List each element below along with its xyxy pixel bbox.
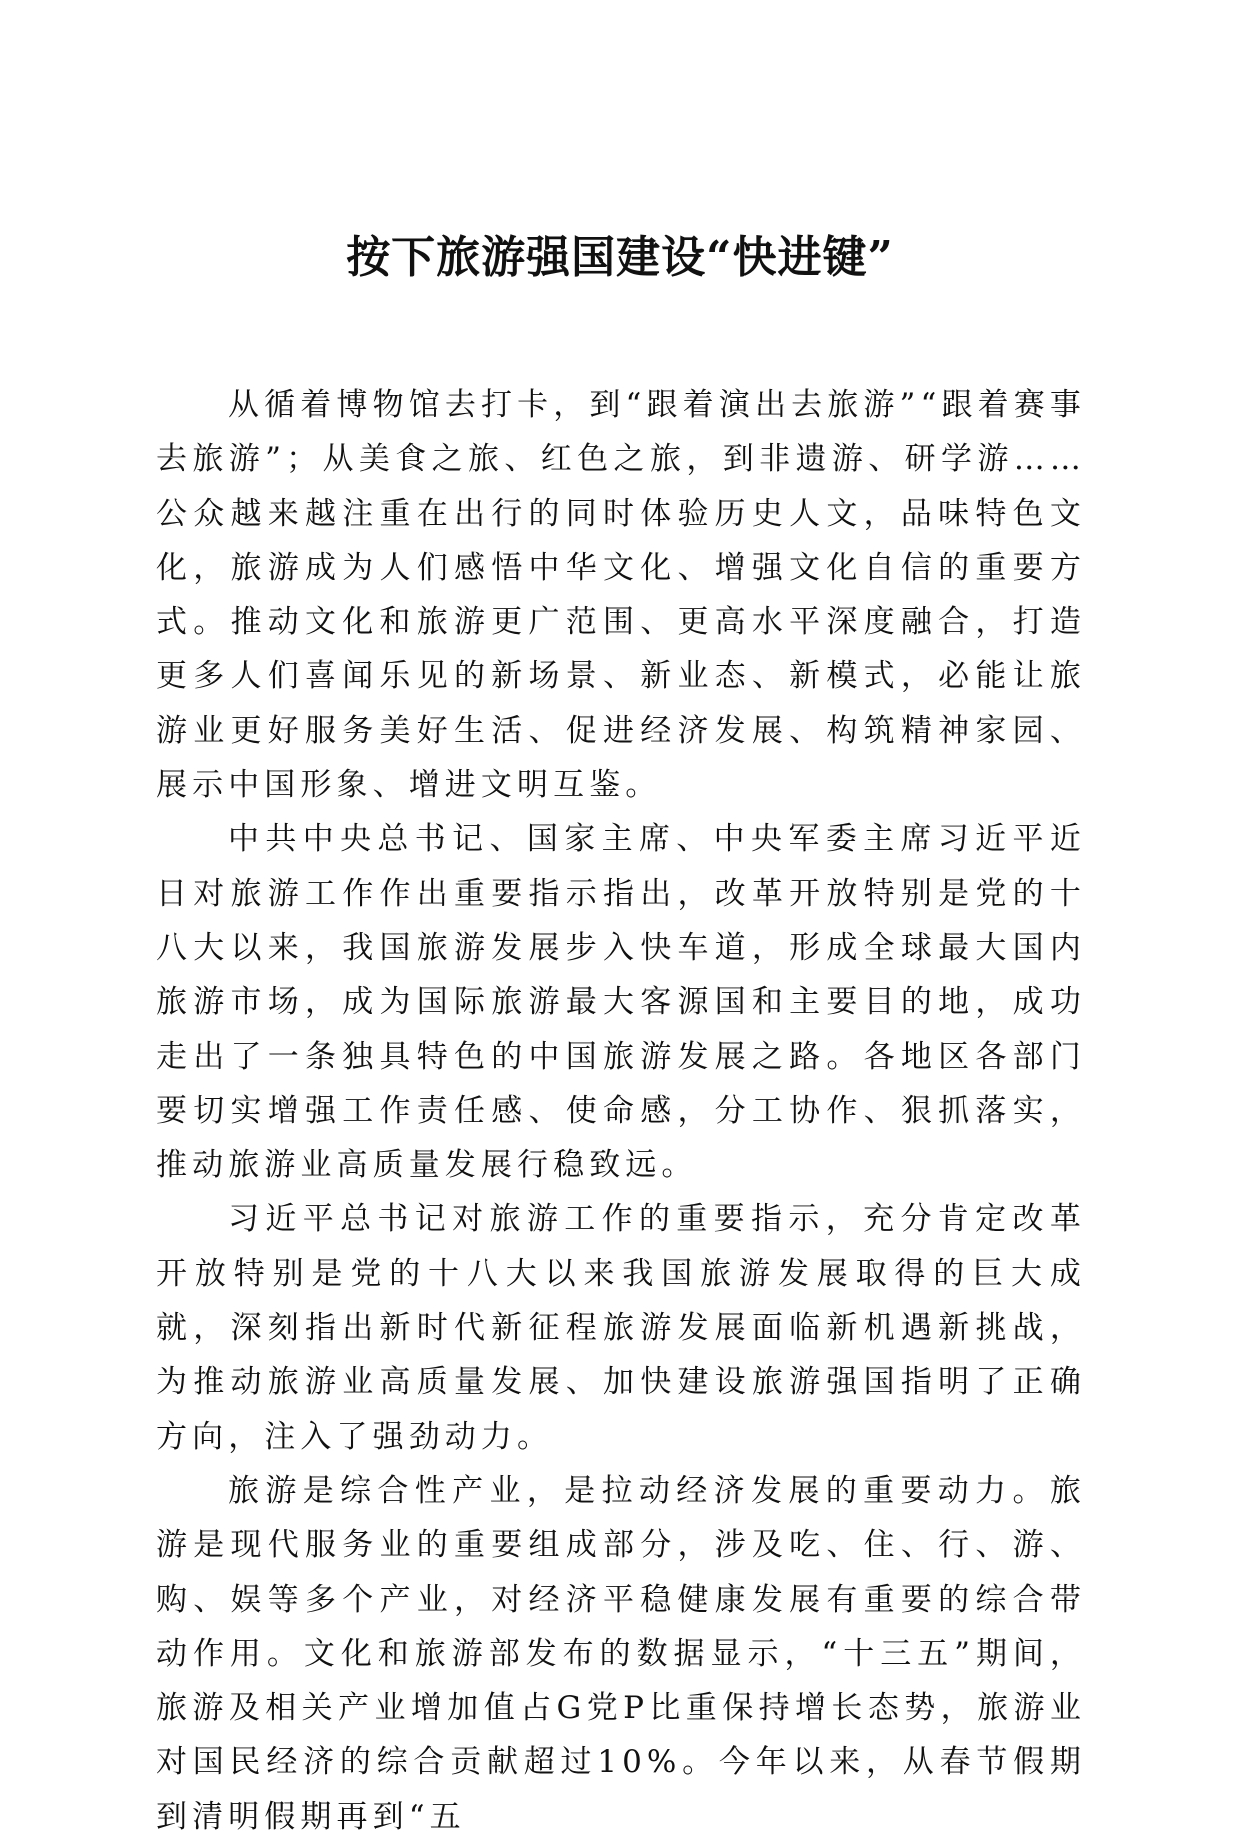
document-body (156, 378, 1086, 1844)
body-paragraph-4: 旅游是综合性产业，是拉动经济发展的重要动力。旅游是现代服务业的重要组成部分，涉及吃、住、行、游、购、娱等多个产业，对经济平稳健康发展有重要的综合带动作用。文化和旅游部发布的数据显示，“十三五”期间，旅游及相关产业增加值占G党P比重保持增长态势，旅游业对国民经济的综合贡献超过10%。今年以来，从春节假期到清明假期再到“五 (156, 1472, 1086, 1835)
body-paragraph-3: 习近平总书记对旅游工作的重要指示，充分肯定改革开放特别是党的十八大以来我国旅游发展取得的巨大成就，深刻指出新时代新征程旅游发展面临新机遇新挑战，为推动旅游业高质量发展、加快建设旅游强国指明了正确方向，注入了强劲动力。 (156, 1201, 1086, 1455)
body-paragraph-2: 中共中央总书记、国家主席、中央军委主席习近平近日对旅游工作作出重要指示指出，改革开放特别是党的十八大以来，我国旅游发展步入快车道，形成全球最大国内旅游市场，成为国际旅游最大客源国和主要目的地，成功走出了一条独具特色的中国旅游发展之路。各地区各部门要切实增强工作责任感、使命感，分工协作、狠抓落实，推动旅游业高质量发展行稳致远。 (156, 821, 1086, 1184)
body-paragraph-1: 从循着博物馆去打卡，到“跟着演出去旅游”“跟着赛事去旅游”；从美食之旅、红色之旅，到非遗游、研学游……公众越来越注重在出行的同时体验历史人文，品味特色文化，旅游成为人们感悟中华文化、增强文化自信的重要方式。推动文化和旅游更广范围、更高水平深度融合，打造更多人们喜闻乐见的新场景、新业态、新模式，必能让旅游业更好服务美好生活、促进经济发展、构筑精神家园、展示中国形象、增进文明互鉴。 (156, 387, 1086, 804)
document-title: 按下旅游强国建设“快进键” (346, 232, 894, 283)
